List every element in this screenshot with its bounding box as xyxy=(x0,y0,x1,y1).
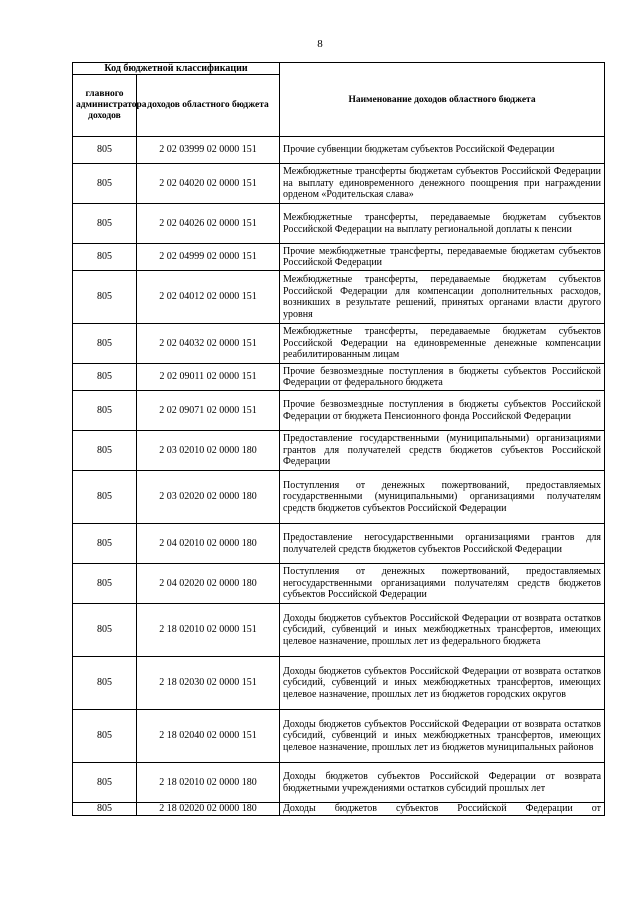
income-name-cell: Прочие безвозмездные поступления в бюджеты субъектов Российской Федерации от федерального бюджета xyxy=(280,364,605,391)
table-row xyxy=(73,710,605,763)
budget-code-cell: 2 02 04026 02 0000 151 xyxy=(137,204,280,244)
admin-code-cell: 805 xyxy=(73,710,137,763)
admin-code-cell: 805 xyxy=(73,763,137,803)
budget-code-cell: 2 03 02010 02 0000 180 xyxy=(137,431,280,471)
admin-code-cell: 805 xyxy=(73,391,137,431)
income-name-cell: Межбюджетные трансферты, передаваемые бюджетам субъектов Российской Федерации на единовременные денежные компенсации реабилитированным лицам xyxy=(280,324,605,364)
income-name-cell: Предоставление государственными (муниципальными) организациями грантов для получателей средств бюджетов субъектов Российской Федерации xyxy=(280,431,605,471)
table-row xyxy=(73,391,605,431)
admin-code-cell: 805 xyxy=(73,564,137,604)
income-name-cell: Межбюджетные трансферты, передаваемые бюджетам субъектов Российской Федерации для компенсации дополнительных расходов, возникших в результате решений, принятых органами власти другого уровня xyxy=(280,271,605,324)
income-name-cell: Прочие межбюджетные трансферты, передаваемые бюджетам субъектов Российской Федерации xyxy=(280,244,605,271)
income-name-cell: Доходы бюджетов субъектов Российской Федерации от возврата остатков субсидий, субвенций и иных межбюджетных трансфертов, имеющих целевое назначение, прошлых лет из федерального бюджета xyxy=(280,604,605,657)
budget-code-cell: 2 18 02030 02 0000 151 xyxy=(137,657,280,710)
table-row xyxy=(73,657,605,710)
budget-code-cell: 2 02 03999 02 0000 151 xyxy=(137,137,280,164)
admin-code-cell: 805 xyxy=(73,803,137,816)
admin-code-cell: 805 xyxy=(73,137,137,164)
income-name-cell: Доходы бюджетов субъектов Российской Федерации от возврата остатков субсидий, субвенций и иных межбюджетных трансфертов, имеющих целевое назначение, прошлых лет из бюджетов муниципальных районов xyxy=(280,710,605,763)
budget-code-cell: 2 02 04020 02 0000 151 xyxy=(137,164,280,204)
header-regional-budget-income-code: доходов областного бюджета xyxy=(137,75,280,137)
budget-code-cell: 2 18 02010 02 0000 180 xyxy=(137,763,280,803)
budget-code-cell: 2 02 04999 02 0000 151 xyxy=(137,244,280,271)
budget-code-cell: 2 04 02010 02 0000 180 xyxy=(137,524,280,564)
budget-code-cell: 2 18 02020 02 0000 180 xyxy=(137,803,280,816)
page-number: 8 xyxy=(317,38,323,50)
budget-code-cell: 2 04 02020 02 0000 180 xyxy=(137,564,280,604)
admin-code-cell: 805 xyxy=(73,324,137,364)
table-row xyxy=(73,324,605,364)
table-row xyxy=(73,524,605,564)
table-row xyxy=(73,271,605,324)
table-row xyxy=(73,244,605,271)
admin-code-cell: 805 xyxy=(73,604,137,657)
admin-code-cell: 805 xyxy=(73,657,137,710)
income-name-cell: Межбюджетные трансферты бюджетам субъектов Российской Федерации на выплату единовременного денежного поощрения при награждении орденом «Родительская слава» xyxy=(280,164,605,204)
budget-code-cell: 2 02 04032 02 0000 151 xyxy=(137,324,280,364)
admin-code-cell: 805 xyxy=(73,271,137,324)
table-row xyxy=(73,204,605,244)
income-name-cell: Предоставление негосударственными организациями грантов для получателей средств бюджетов субъектов Российской Федерации xyxy=(280,524,605,564)
table-row xyxy=(73,137,605,164)
income-name-cell: Доходы бюджетов субъектов Российской Федерации от xyxy=(280,803,605,816)
income-name-cell: Поступления от денежных пожертвований, предоставляемых негосударственными организациями получателям средств бюджетов субъектов Российской Федерации xyxy=(280,564,605,604)
admin-code-cell: 805 xyxy=(73,244,137,271)
admin-code-cell: 805 xyxy=(73,164,137,204)
table-row xyxy=(73,164,605,204)
income-name-cell: Прочие безвозмездные поступления в бюджеты субъектов Российской Федерации от бюджета Пенсионного фонда Российской Федерации xyxy=(280,391,605,431)
header-budget-classification-code: Код бюджетной классификации xyxy=(73,63,280,75)
header-chief-administrator: главного администратора доходов xyxy=(73,75,137,137)
income-name-cell: Прочие субвенции бюджетам субъектов Российской Федерации xyxy=(280,137,605,164)
table-row xyxy=(73,364,605,391)
table-row xyxy=(73,763,605,803)
admin-code-cell: 805 xyxy=(73,364,137,391)
budget-code-cell: 2 02 04012 02 0000 151 xyxy=(137,271,280,324)
table-row xyxy=(73,604,605,657)
table-row xyxy=(73,564,605,604)
income-name-cell: Межбюджетные трансферты, передаваемые бюджетам субъектов Российской Федерации на выплату региональной доплаты к пенсии xyxy=(280,204,605,244)
income-name-cell: Доходы бюджетов субъектов Российской Федерации от возврата остатков субсидий, субвенций и иных межбюджетных трансфертов, имеющих целевое назначение, прошлых лет из бюджетов городских округов xyxy=(280,657,605,710)
budget-code-cell: 2 18 02040 02 0000 151 xyxy=(137,710,280,763)
table-row xyxy=(73,471,605,524)
header-income-name: Наименование доходов областного бюджета xyxy=(280,63,605,137)
budget-code-cell: 2 18 02010 02 0000 151 xyxy=(137,604,280,657)
income-name-cell: Доходы бюджетов субъектов Российской Федерации от возврата бюджетными учреждениями остатков субсидий прошлых лет xyxy=(280,763,605,803)
table-row xyxy=(73,431,605,471)
budget-code-cell: 2 03 02020 02 0000 180 xyxy=(137,471,280,524)
table-row xyxy=(73,803,605,816)
admin-code-cell: 805 xyxy=(73,431,137,471)
admin-code-cell: 805 xyxy=(73,204,137,244)
budget-classification-table xyxy=(72,62,605,816)
budget-code-cell: 2 02 09011 02 0000 151 xyxy=(137,364,280,391)
budget-code-cell: 2 02 09071 02 0000 151 xyxy=(137,391,280,431)
income-name-cell: Поступления от денежных пожертвований, предоставляемых государственными (муниципальными) организациями получателям средств бюджетов субъектов Российской Федерации xyxy=(280,471,605,524)
admin-code-cell: 805 xyxy=(73,524,137,564)
admin-code-cell: 805 xyxy=(73,471,137,524)
